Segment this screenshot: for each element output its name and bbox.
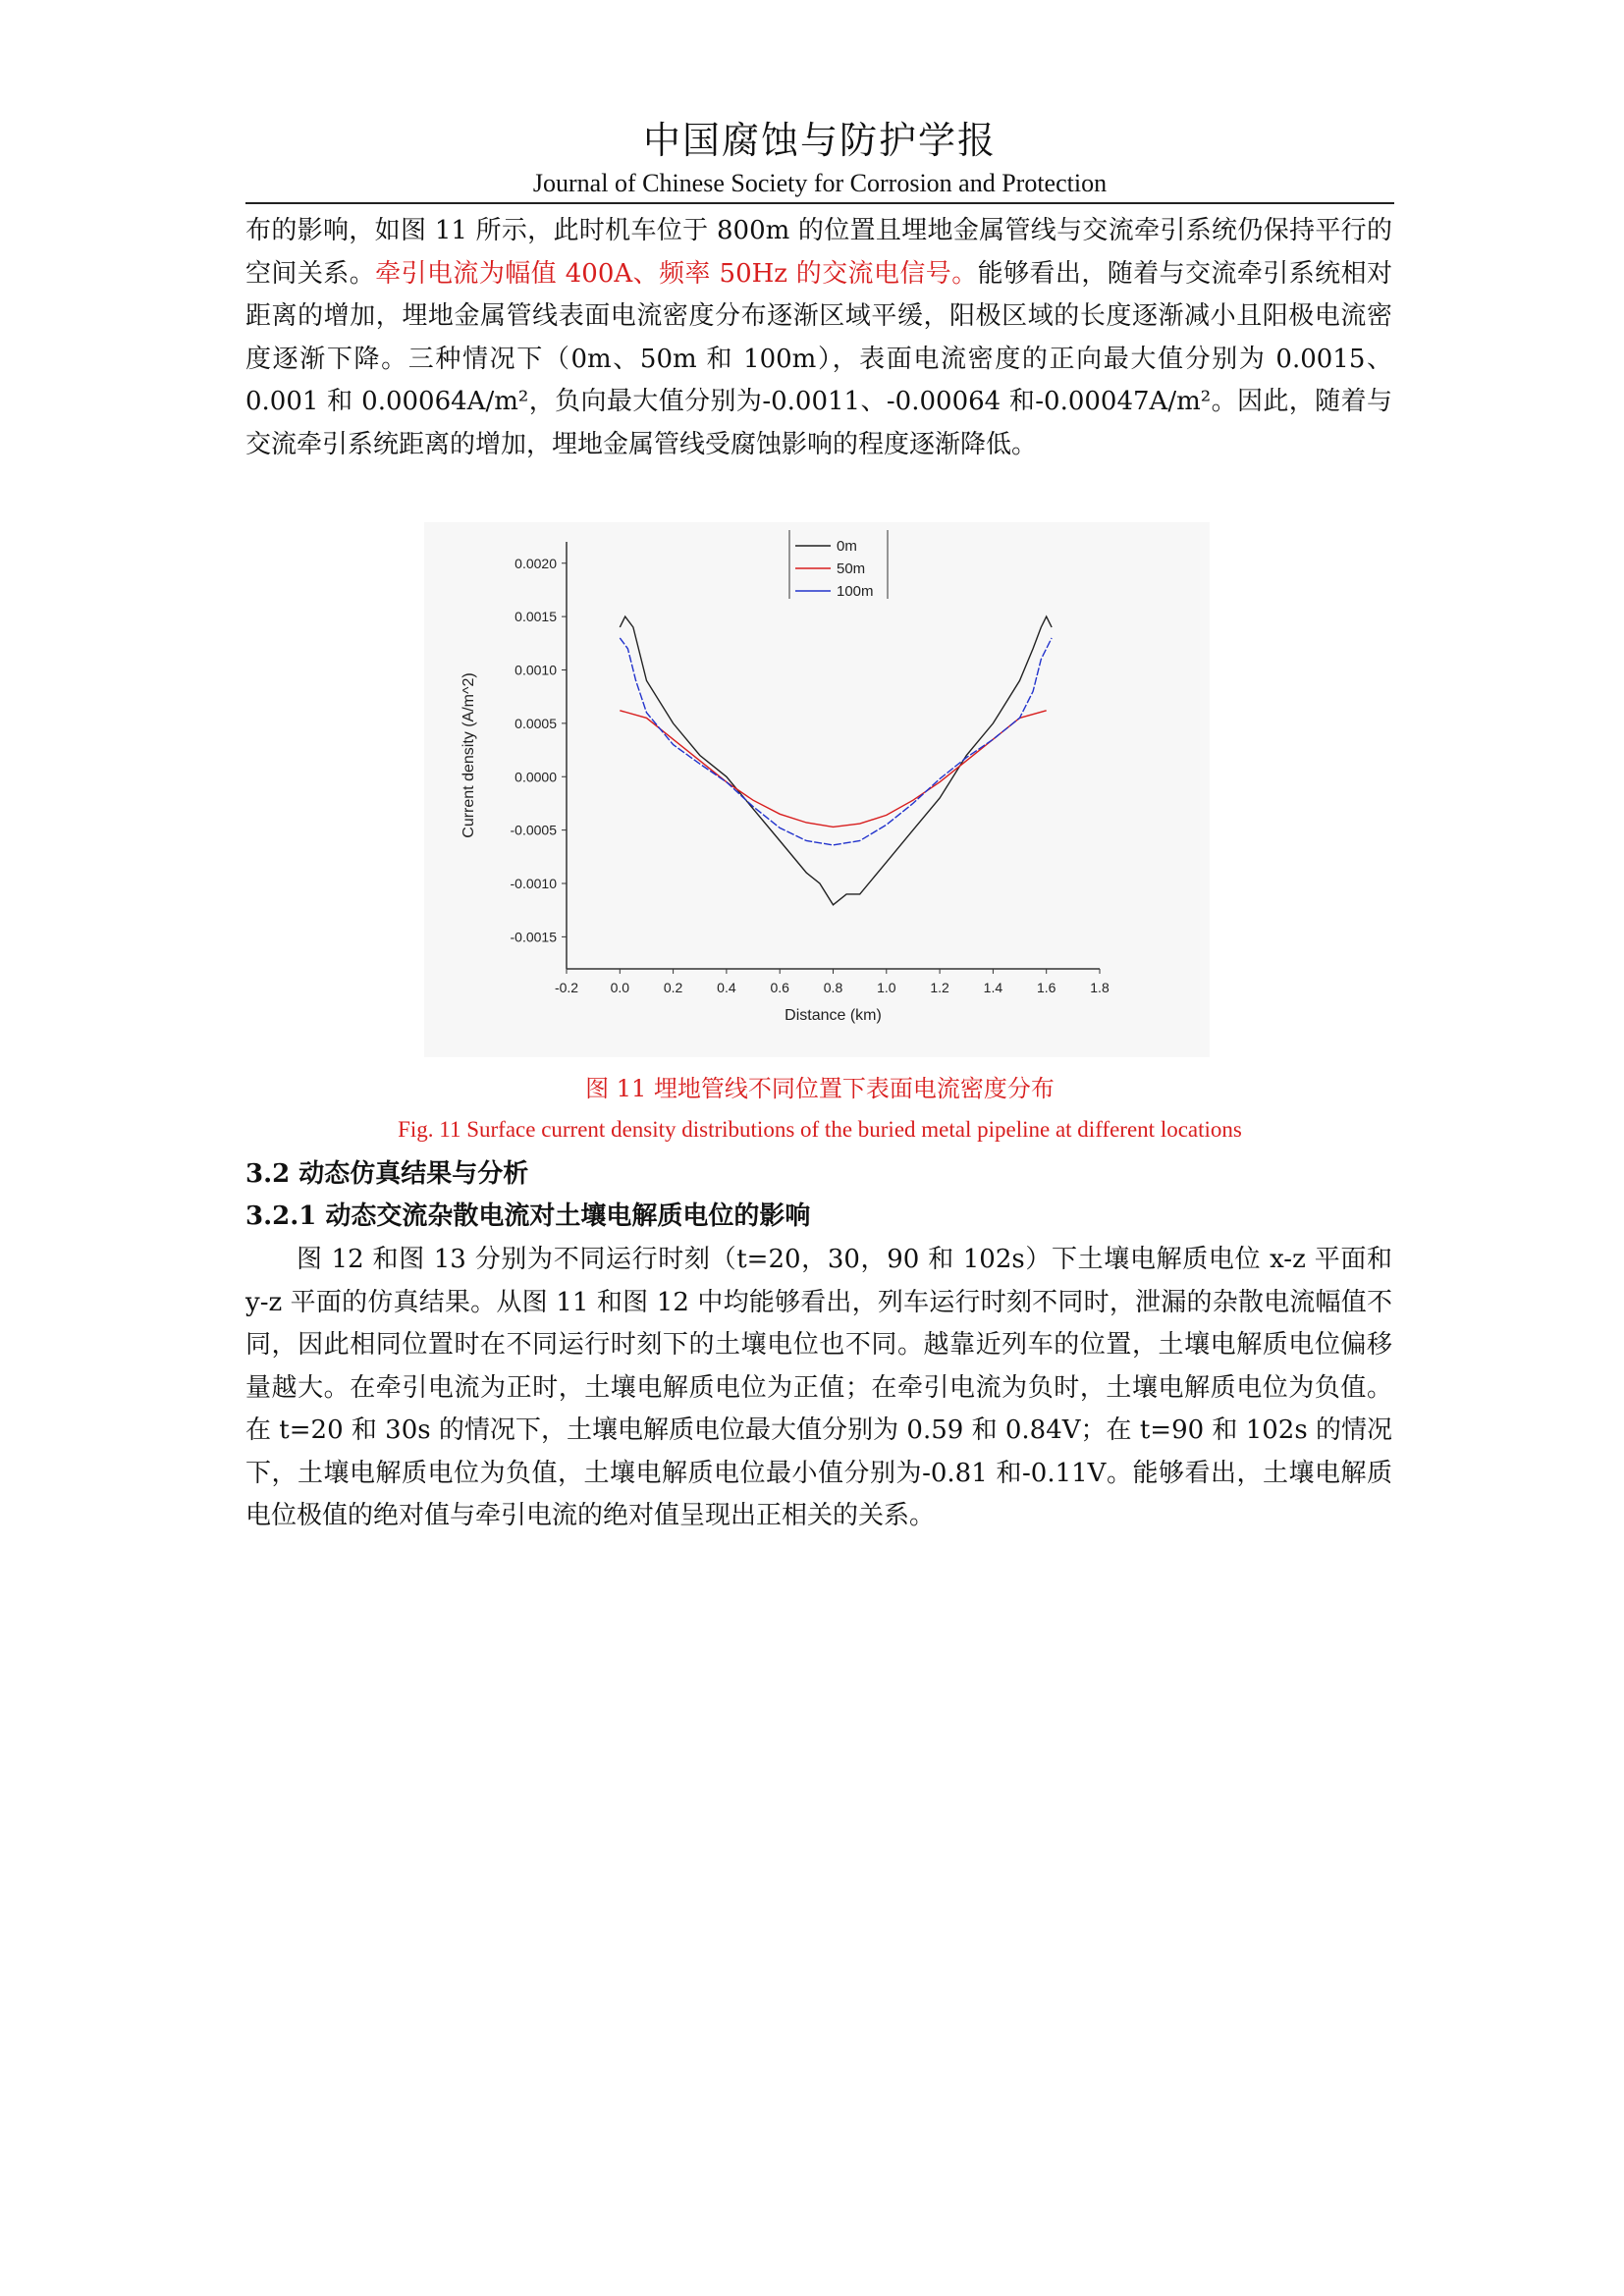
intro-text-1: 布的影响，如图 11 所示，此时机车位于 800m 的位置且埋地金属管线与交流牵引系统仍保持平行的空间关系。	[245, 216, 1392, 289]
y-tick-label: 0.0015	[514, 609, 557, 625]
journal-title-cn: 中国腐蚀与防护学报	[642, 119, 997, 162]
x-tick-label: -0.2	[554, 980, 579, 995]
y-tick-label: -0.0010	[510, 876, 557, 891]
x-axis-label: Distance (km)	[785, 1007, 882, 1024]
y-tick-label: -0.0015	[510, 929, 557, 945]
current-density-chart	[424, 522, 1210, 1057]
legend-label-100m: 100m	[837, 583, 874, 600]
section-heading-3-2-1: 3.2.1 动态交流杂散电流对土壤电解质电位的影响	[245, 1201, 811, 1231]
header-divider	[245, 202, 1394, 204]
section-body-text: 图 12 和图 13 分别为不同运行时刻（t=20，30，90 和 102s）下土壤电解质电位 x-z 平面和 y-z 平面的仿真结果。从图 11 和图 12 中均能够看出，列车运行时刻不同时，泄漏的杂散电流幅值不同，因此相同位置时在不同运行时刻下的土壤电位也不同。越靠近列车的位置，土壤电解质电位偏移量越大。在牵引电流为正时，土壤电解质电位为正值；在牵引电流为负时，土壤电解质电位为负值。在 t=20 和 30s 的情况下，土壤电解质电位最大值分别为 0.59 和 0.84V；在 t=90 和 102s 的情况下，土壤电解质电位为负值，土壤电解质电位最小值分别为-0.81 和-0.11V。能够看出，土壤电解质电位极值的绝对值与牵引电流的绝对值呈现出正相关的关系。	[245, 1245, 1392, 1530]
x-tick-label: 1.0	[877, 980, 896, 995]
y-tick-label: 0.0000	[514, 769, 557, 785]
journal-title-en: Journal of Chinese Society for Corrosion and Protection	[532, 169, 1108, 197]
journal-header	[245, 116, 1394, 198]
y-tick-label: 0.0010	[514, 662, 557, 678]
intro-highlight: 牵引电流为幅值 400A、频率 50Hz 的交流电信号。	[375, 258, 978, 289]
series-line-0m	[620, 616, 1052, 905]
section-body-paragraph	[245, 1239, 1392, 1538]
x-tick-label: 0.2	[663, 980, 683, 995]
y-tick-label: 0.0020	[514, 555, 557, 571]
x-tick-label: 0.6	[770, 980, 789, 995]
x-tick-label: 0.8	[823, 980, 843, 995]
y-tick-label: -0.0005	[510, 822, 557, 838]
intro-paragraph	[245, 210, 1392, 466]
y-tick-label: 0.0005	[514, 715, 557, 731]
figure-caption-en: Fig. 11 Surface current density distributions of the buried metal pipeline at different locations	[398, 1117, 1242, 1142]
section-heading-3-2: 3.2 动态仿真结果与分析	[245, 1159, 529, 1189]
legend-label-50m: 50m	[837, 561, 866, 577]
x-tick-label: 1.4	[983, 980, 1003, 995]
x-tick-label: 1.6	[1036, 980, 1056, 995]
x-tick-label: 1.2	[930, 980, 949, 995]
figure-caption-cn: 图 11 埋地管线不同位置下表面电流密度分布	[585, 1075, 1055, 1102]
x-tick-label: 0.0	[610, 980, 630, 995]
series-line-50m	[620, 711, 1046, 828]
x-tick-label: 0.4	[717, 980, 736, 995]
y-axis-label: Current density (A/m^2)	[460, 672, 477, 838]
x-tick-label: 1.8	[1090, 980, 1110, 995]
legend-label-0m: 0m	[837, 538, 857, 555]
intro-text-2: 能够看出，随着与交流牵引系统相对距离的增加，埋地金属管线表面电流密度分布逐渐区域平缓，阳极区域的长度逐渐减小且阳极电流密度逐渐下降。三种情况下（0m、50m 和 100m），表面电流密度的正向最大值分别为 0.0015、0.001 和 0.00064A/m²，负向最大值分别为-0.0011、-0.00064 和-0.00047A/m²。因此，随着与交流牵引系统距离的增加，埋地金属管线受腐蚀影响的程度逐渐降低。	[245, 258, 1392, 459]
series-line-100m	[620, 638, 1052, 845]
